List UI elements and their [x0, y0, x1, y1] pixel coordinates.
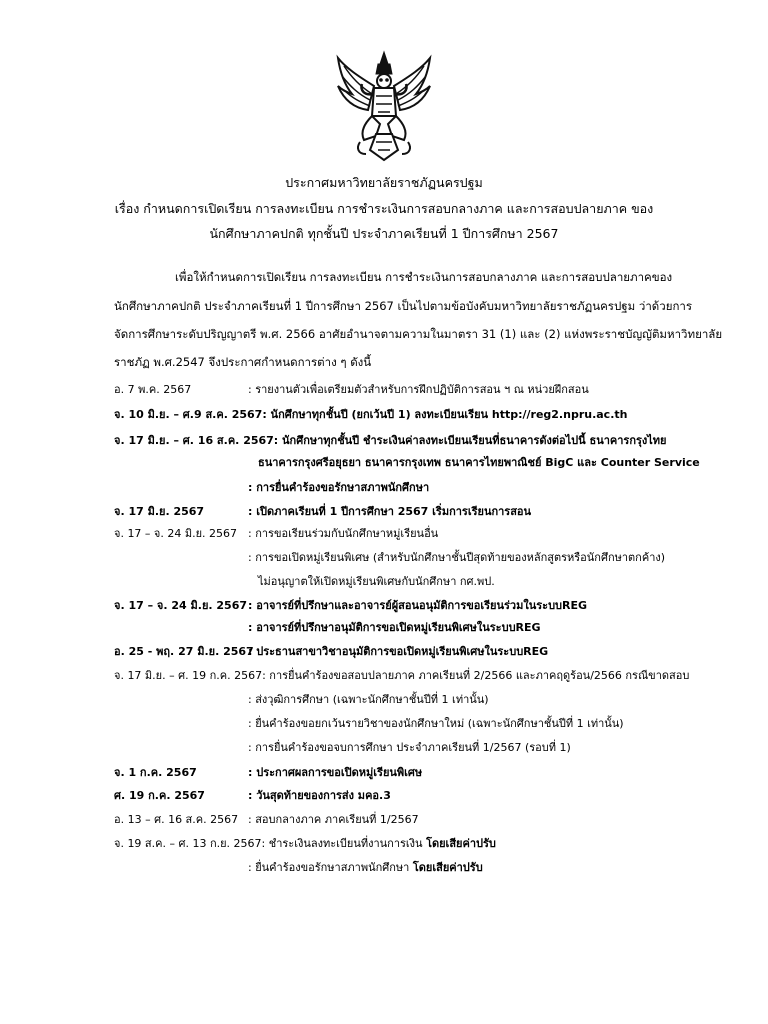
- intro-line-4: ราชภัฏ พ.ศ.2547 จึงประกาศกำหนดการต่าง ๆ ดังนี้: [114, 355, 372, 369]
- schedule-item: : อาจารย์ที่ปรึกษาอนุมัติการขอเปิดหมู่เรียนพิเศษในระบบREG: [248, 621, 541, 634]
- schedule-item: [248, 858, 483, 876]
- schedule-item: : รายงานตัวเพื่อเตรียมตัวสำหรับการฝึกปฏิบัติการสอน ฯ ณ หน่วยฝึกสอน: [248, 383, 589, 396]
- schedule-item: : ประกาศผลการขอเปิดหมู่เรียนพิเศษ: [248, 766, 423, 779]
- schedule-item: : ประธานสาขาวิชาอนุมัติการขอเปิดหมู่เรียนพิเศษในระบบREG: [248, 645, 549, 658]
- intro-line-3: จัดการศึกษาระดับปริญญาตรี พ.ศ. 2566 อาศัยอำนาจตามความในมาตรา 31 (1) และ (2) แห่งพระราชบัญญัติมหาวิทยาลัย: [114, 327, 723, 341]
- schedule-date: จ. 17 – จ. 24 มิ.ย. 2567: [114, 527, 238, 540]
- schedule-item: : เปิดภาคเรียนที่ 1 ปีการศึกษา 2567 เริ่มการเรียนการสอน: [248, 505, 532, 518]
- schedule-item: : ส่งวุฒิการศึกษา (เฉพาะนักศึกษาชั้นปีที่ 1 เท่านั้น): [248, 693, 489, 706]
- schedule-date: อ. 25 - พฤ. 27 มิ.ย. 2567: [114, 645, 254, 658]
- schedule-item-full: จ. 10 มิ.ย. – ศ.9 ส.ค. 2567: นักศึกษาทุกชั้นปี (ยกเว้นปี 1) ลงทะเบียนเรียน http://reg2.npru.ac.th: [114, 408, 628, 421]
- schedule-item-continued: ไม่อนุญาตให้เปิดหมู่เรียนพิเศษกับนักศึกษา กศ.พป.: [258, 575, 495, 588]
- schedule-item: : วันสุดท้ายของการส่ง มคอ.3: [248, 789, 391, 802]
- schedule-item: : สอบกลางภาค ภาคเรียนที่ 1/2567: [248, 813, 419, 826]
- schedule-item-full: จ. 17 มิ.ย. – ศ. 19 ก.ค. 2567: การยื่นคำร้องขอสอบปลายภาค ภาคเรียนที่ 2/2566 และภาคฤดูร้อน/2566 กรณีขาดสอบ: [114, 669, 690, 682]
- announcement-subject-line2: นักศึกษาภาคปกติ ทุกชั้นปี ประจำภาคเรียนที่ 1 ปีการศึกษา 2567: [209, 226, 559, 241]
- schedule-item: : การยื่นคำร้องขอรักษาสภาพนักศึกษา: [248, 481, 430, 494]
- schedule-item-continued: ธนาคารกรุงศรีอยุธยา ธนาคารกรุงเทพ ธนาคารไทยพาณิชย์ BigC และ Counter Service: [258, 456, 700, 469]
- schedule-date: จ. 17 มิ.ย. 2567: [114, 505, 205, 518]
- schedule-date: จ. 17 – จ. 24 มิ.ย. 2567: [114, 599, 248, 612]
- schedule-item-text: จ. 19 ส.ค. – ศ. 13 ก.ย. 2567: ชำระเงินลงทะเบียนที่งานการเงิน: [114, 837, 423, 850]
- schedule-item: : การขอเรียนร่วมกับนักศึกษาหมู่เรียนอื่น: [248, 527, 439, 540]
- announcement-subject: เรื่อง กำหนดการเปิดเรียน การลงทะเบียน การชำระเงินการสอบกลางภาค และการสอบปลายภาค ของ: [114, 201, 654, 216]
- schedule-item-text: : ยื่นคำร้องขอรักษาสภาพนักศึกษา: [248, 861, 410, 874]
- garuda-emblem-icon: [336, 50, 432, 162]
- schedule-item-full: [114, 834, 496, 852]
- intro-line-2: นักศึกษาภาคปกติ ประจำภาคเรียนที่ 1 ปีการศึกษา 2567 เป็นไปตามข้อบังคับมหาวิทยาลัยราชภัฏนครปฐม ว่าด้วยการ: [114, 299, 693, 313]
- schedule-item: : การยื่นคำร้องขอจบการศึกษา ประจำภาคเรียนที่ 1/2567 (รอบที่ 1): [248, 741, 571, 754]
- schedule-item: : ยื่นคำร้องขอยกเว้นรายวิชาของนักศึกษาใหม่ (เฉพาะนักศึกษาชั้นปีที่ 1 เท่านั้น): [248, 717, 624, 730]
- late-fee-note: โดยเสียค่าปรับ: [412, 861, 483, 874]
- announcement-title: ประกาศมหาวิทยาลัยราชภัฏนครปฐม: [285, 175, 483, 190]
- late-fee-note: โดยเสียค่าปรับ: [426, 837, 496, 850]
- schedule-item: : อาจารย์ที่ปรึกษาและอาจารย์ผู้สอนอนุมัติการขอเรียนร่วมในระบบREG: [248, 599, 588, 612]
- intro-line-1: เพื่อให้กำหนดการเปิดเรียน การลงทะเบียน การชำระเงินการสอบกลางภาค และการสอบปลายภาคของ: [175, 270, 673, 284]
- schedule-item: : การขอเปิดหมู่เรียนพิเศษ (สำหรับนักศึกษาชั้นปีสุดท้ายของหลักสูตรหรือนักศึกษาตกค้าง): [248, 551, 666, 564]
- schedule-date: อ. 7 พ.ค. 2567: [114, 383, 192, 396]
- schedule-date: อ. 13 – ศ. 16 ส.ค. 2567: [114, 813, 239, 826]
- schedule-item-full: จ. 17 มิ.ย. – ศ. 16 ส.ค. 2567: นักศึกษาทุกชั้นปี ชำระเงินค่าลงทะเบียนเรียนที่ธนาคารดังต่อไปนี้ ธนาคารกรุงไทย: [114, 434, 667, 447]
- schedule-date: ศ. 19 ก.ค. 2567: [114, 789, 205, 802]
- schedule-date: จ. 1 ก.ค. 2567: [114, 766, 197, 779]
